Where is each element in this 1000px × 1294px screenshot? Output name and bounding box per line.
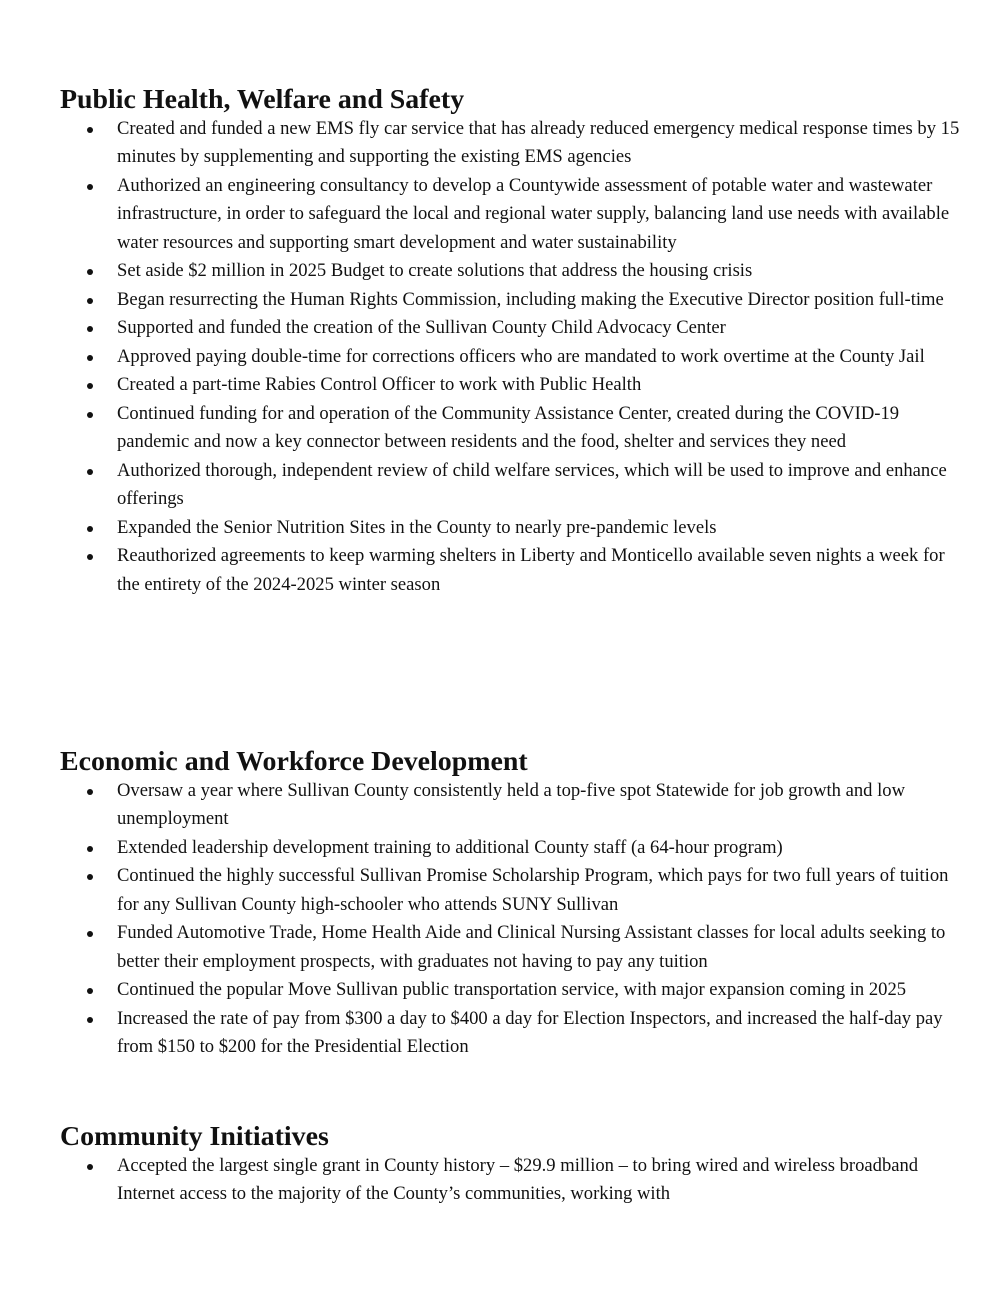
section-heading: Community Initiatives <box>60 1121 329 1152</box>
list-item-text: Authorized an engineering consultancy to develop a Countywide assessment of potable water and wastewater infrastructure, in order to safeguard the local and regional water supply, balancing land use needs with available water resources and supporting smart development and water sustainability <box>117 174 950 253</box>
list-item-text: Continued funding for and operation of the Community Assistance Center, created during the COVID-19 pandemic and now a key connector between residents and the food, shelter and services they need <box>117 402 900 452</box>
bullet-icon <box>87 184 93 190</box>
list-item-text: Created and funded a new EMS fly car service that has already reduced emergency medical response times by 15 minutes by supplementing and supporting the existing EMS agencies <box>117 117 960 167</box>
list-item <box>60 286 960 315</box>
list-item-text: Continued the popular Move Sullivan public transportation service, with major expansion coming in 2025 <box>117 979 907 1000</box>
list-item-text: Set aside $2 million in 2025 Budget to create solutions that address the housing crisis <box>117 260 753 281</box>
list-item-text: Authorized thorough, independent review of child welfare services, which will be used to improve and enhance offerings <box>117 459 947 509</box>
list-item-text: Funded Automotive Trade, Home Health Aide and Clinical Nursing Assistant classes for local adults seeking to better their employment prospects, with graduates not having to pay any tuition <box>117 922 946 972</box>
bullet-icon <box>87 298 93 304</box>
section-community-initiatives <box>60 1123 960 1209</box>
list-item <box>60 314 960 343</box>
bullet-list <box>60 115 960 600</box>
section-public-health <box>60 86 960 599</box>
list-item-text: Expanded the Senior Nutrition Sites in the County to nearly pre-pandemic levels <box>117 516 717 538</box>
bullet-icon <box>87 1017 93 1023</box>
list-item <box>60 976 960 1005</box>
list-item <box>60 1005 960 1062</box>
list-item <box>60 919 960 976</box>
bullet-icon <box>87 469 93 475</box>
list-item <box>60 1152 960 1209</box>
list-item-text: Began resurrecting the Human Rights Commission, including making the Executive Director position full-time <box>117 288 944 310</box>
bullet-icon <box>87 1164 93 1170</box>
section-economic-workforce <box>60 748 960 1062</box>
list-item <box>60 862 960 919</box>
list-item <box>60 400 960 457</box>
bullet-icon <box>87 383 93 389</box>
bullet-icon <box>87 127 93 133</box>
list-item <box>60 514 960 543</box>
list-item-text: Created a part-time Rabies Control Officer to work with Public Health <box>117 374 642 395</box>
list-item-text: Extended leadership development training to additional County staff (a 64-hour program) <box>117 836 783 858</box>
bullet-icon <box>87 554 93 560</box>
bullet-list <box>60 777 960 1062</box>
list-item-text: Reauthorized agreements to keep warming shelters in Liberty and Monticello available seven nights a week for the entirety of the 2024-2025 winter season <box>117 545 945 595</box>
bullet-icon <box>87 931 93 937</box>
bullet-icon <box>87 412 93 418</box>
list-item-text: Approved paying double-time for corrections officers who are mandated to work overtime at the County Jail <box>117 345 925 367</box>
bullet-icon <box>87 846 93 852</box>
bullet-icon <box>87 526 93 532</box>
list-item <box>60 257 960 286</box>
list-item-text: Increased the rate of pay from $300 a day to $400 a day for Election Inspectors, and increased the half-day pay from $150 to $200 for the Presidential Election <box>117 1007 943 1057</box>
bullet-icon <box>87 789 93 795</box>
bullet-icon <box>87 326 93 332</box>
bullet-icon <box>87 355 93 361</box>
bullet-icon <box>87 874 93 880</box>
list-item <box>60 834 960 863</box>
section-heading: Public Health, Welfare and Safety <box>60 84 465 115</box>
list-item-text: Supported and funded the creation of the Sullivan County Child Advocacy Center <box>117 317 726 338</box>
list-item <box>60 777 960 834</box>
list-item-text: Accepted the largest single grant in County history – $29.9 million – to bring wired and wireless broadband Internet access to the majority of the County’s communities, working with <box>117 1154 919 1204</box>
list-item-text: Continued the highly successful Sullivan Promise Scholarship Program, which pays for two full years of tuition for any Sullivan County high-schooler who attends SUNY Sullivan <box>117 865 949 915</box>
list-item <box>60 542 960 599</box>
bullet-list <box>60 1152 960 1209</box>
list-item <box>60 371 960 400</box>
list-item <box>60 115 960 172</box>
bullet-icon <box>87 269 93 275</box>
bullet-icon <box>87 988 93 994</box>
list-item <box>60 172 960 258</box>
section-heading: Economic and Workforce Development <box>60 746 528 777</box>
list-item <box>60 457 960 514</box>
list-item <box>60 343 960 372</box>
list-item-text: Oversaw a year where Sullivan County consistently held a top-five spot Statewide for job growth and low unemployment <box>117 779 905 829</box>
